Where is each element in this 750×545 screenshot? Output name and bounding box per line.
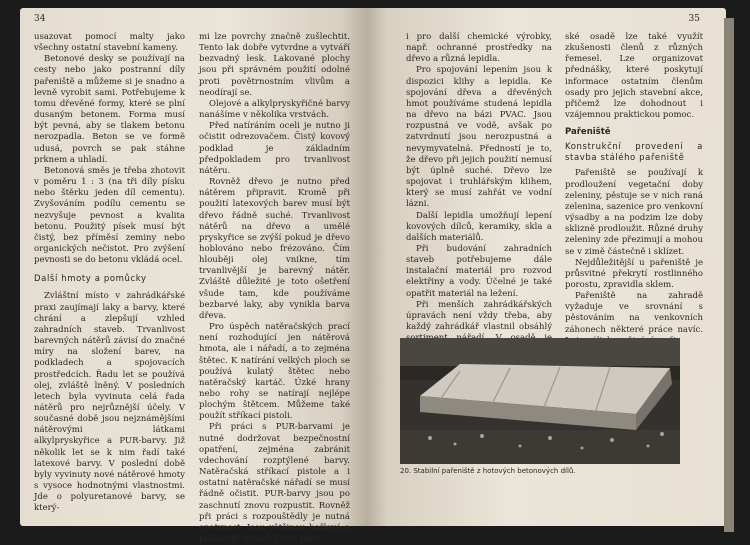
paragraph: Pro spojování lepením jsou k dispozici klihy a lepidla. Ke spojování dřeva a dřevěných hmot používáme studená lepidla na dřevo na bázi PVAC. Jsou rozpustná ve vodě, avšak po zatvrdnutí jsou nerozpustná a nevymyvatelná. Předností je to, že dřevo při jejich použití nemusí být úplně suché. Dřevo lze spojovat i truhlářským klihem, který se musí zahřát ve vodní lázni. — [406, 65, 552, 210]
page-number: 35 — [688, 14, 700, 24]
paragraph: Před natíráním oceli je nutno ji očistit odrezovačem. Čistý kovový podklad je základním předpokladem pro trvanlivost nátěru. — [199, 121, 350, 176]
paragraph: usazovat pomocí malty jako všechny ostatní stavební kameny. — [34, 32, 185, 54]
paragraph: Pařeniště se používají k prodloužení vegetační doby zeleniny, pěstuje se v nich raná zelenina, sazenice pro venkovní výsadby a na podzim lze doby sklizně prodloužit. Různé druhy zeleniny zde přezimují a mohou se v zimě částečně i sklízet. — [565, 168, 703, 257]
subheading: Konstrukční provedení a stavba stálého pařeniště — [565, 142, 703, 164]
paragraph: Při budování zahradních staveb potřebujeme dále instalační materiál pro rozvod elektřiny a vody. Účelné je také opatřit materiál na ležení. — [406, 243, 552, 299]
figure-caption: 20. Stabilní pařeniště z hotových betonových dílů. — [400, 467, 576, 475]
paragraph: Betonové desky se používají na cesty nebo jako postranní díly pařeniště a můžeme si je snadno a levně vyrobit sami. Potřebujeme k tomu dřevěné formy, které se plní dusaným betonem. Forma musí být pevná, aby se tlakem betonu nerozpadla. Beton se ve formě udusá, povrch se pak stáhne prknem a uhladí. — [34, 54, 185, 165]
paragraph: Nejdůležitější u pařeniště je průsvitné překrytí rostlinného porostu, zpravidla sklem. — [565, 257, 703, 290]
page-edge — [724, 18, 734, 532]
right-column-2 — [565, 32, 703, 347]
right-column-1 — [406, 32, 552, 367]
section-heading: Další hmoty a pomůcky — [34, 274, 147, 285]
paragraph: ské osadě lze také využít zkušenosti členů z různých řemesel. Lze organizovat přednášky, které poskytují informace ostatním členům osady pro jejich stavební akce, přičemž lze dohodnout i vzájemnou praktickou pomoc. — [565, 32, 703, 121]
paragraph: Další lepidla umožňují lepení kovových dílců, keramiky, skla a dalších materiálů. — [406, 210, 552, 243]
paragraph: Betonová směs je třeba zhotovit v poměru 1 : 3 (na tři díly písku nebo štěrku jeden díl cementu). Zvyšováním podílu cementu se nezvyšuje pevnost a kvalita betonu. Použitý písek musí být čistý, bez příměsí zeminy nebo organických nečistot. Pro zvýšení pevnosti se do betonu vkládá ocel. — [34, 165, 185, 266]
cold-frame-illustration — [400, 338, 680, 464]
paragraph: Při menších zahrádkářských úpravách není vždy třeba, aby každý zahrádkář vlastnil obsáhlý — [406, 299, 552, 333]
section-heading: Pařeniště — [565, 127, 611, 138]
paragraph: Pro úspěch natěračských prací není rozhodující jen nátěrová hmota, ale i nářadí, a to zejména štětec. K natírání velkých ploch se používá kulatý štětec nebo natěračský kartáč. Úzké hrany nebo rohy se natírají nejlépe plochým štětcem. Můžeme také použít stříkací pistoli. — [199, 322, 350, 422]
cold-frame-photo — [400, 338, 680, 464]
paragraph: Při práci s PUR-barvami je nutné dodržovat bezpečnostní opatření, zejména zabránit vdechování rozptýlené barvy. Natěračská stříkací pistole a i ostatní natěračské nářadí se musí řádně očistit. PUR-barvy jsou po zaschnutí znovu rozpustit. Rovněž při práci s rozpouštědly je nutná opatrnost. Jsou většinou hořlavá a poškozují zdraví. Totéž platí — [199, 422, 350, 545]
left-column-2 — [199, 32, 350, 545]
paragraph: Zvláštní místo v zahrádkářské praxi zaujímají laky a barvy, které chrání a zlepšují vzhled zahradních staveb. Trvanlivost barevných nátěrů závisí do značné míry na složení barev, na podkladech a spojovacích prostředcích. Řadu let se používá olej, zvláště lněný. V posledních letech byla vyvinuta celá řada nátěrů pro nejrůznější účely. V současné době jsou nejznámějšími nátěrovými látkami alkylpryskyřice a PUR-barvy. Již několik let se k nim řadí také latexové barvy. V poslední době byly vyvinuty nové nátěrové hmoty s vysoce hodnotnými vlastnostmi. Jde o polyuretanové barvy, se který- — [34, 291, 185, 514]
paragraph: Pařeniště na zahradě vyžaduje ve srovnání s pěstováním na venkovních záhonech některé práce navíc. — [565, 291, 703, 335]
paragraph: Olejové a alkylpryskyřičné barvy nanášíme v několika vrstvách. — [199, 98, 350, 121]
paragraph: i pro další chemické výrobky, např. ochranné prostředky na dřevo a různá lepidla. — [406, 32, 552, 65]
paragraph: mi lze povrchy značně zušlechtit. Tento lak dobře vytvrdne a vytváří bezvadný lesk. Lakované plochy jsou při správném použití odolné proti povětrnostním vlivům a neodírají se. — [199, 32, 350, 98]
right-page — [366, 8, 726, 526]
page-number: 34 — [34, 14, 46, 24]
left-column-1 — [34, 32, 185, 515]
left-page — [20, 8, 366, 545]
paragraph: Rovněž dřevo je nutno před nátěrem připravit. Kromě při použití latexových barev musí být dřevo řádně suché. Trvanlivost nátěrů na dřevo a umělé pryskyřice se zvýší pokud je dřevo hoblováno nebo frézováno. Čím hlouběji olej vnikne, tím trvanlivější je barevný nátěr. Zvláště důležité je toto ošetření všude tam, kde používáme bezbarvé laky, aby vynikla barva dřeva. — [199, 177, 350, 321]
